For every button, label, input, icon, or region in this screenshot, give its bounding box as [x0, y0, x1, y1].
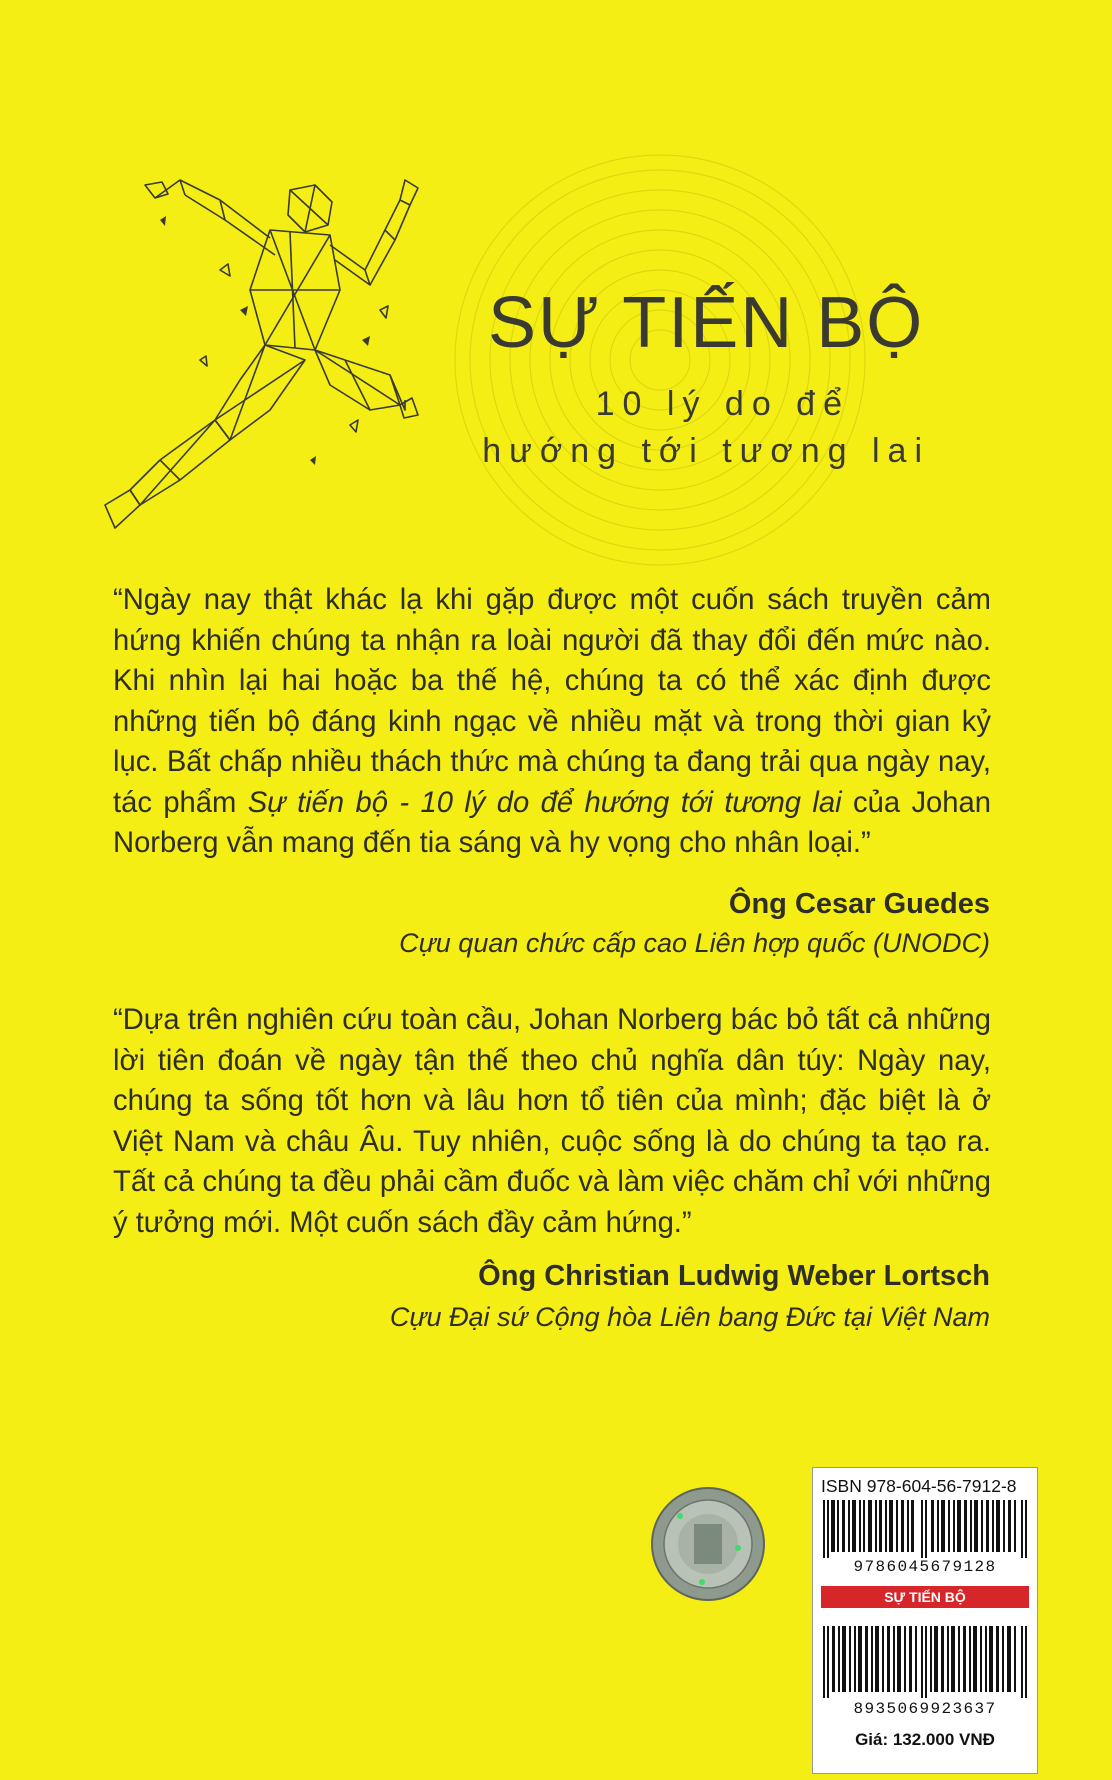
isbn-number: 9786045679128: [853, 1558, 997, 1576]
isbn-barcode: [821, 1500, 1029, 1558]
endorsement-quote-1: [113, 580, 991, 864]
barcode-label: [812, 1467, 1038, 1774]
quote-1-text-before: “Ngày nay thật khác lạ khi gặp được một cuốn sách truyền cảm hứng khiến chúng ta nhận ra loài người đã thay đổi đến mức nào. Khi nhìn lại hai hoặc ba thế hệ, chúng ta có thể xác định được những tiến bộ đáng kinh ngạc về nhiều mặt và trong thời gian kỷ lục. Bất chấp nhiều thách thức mà chúng ta đang trải qua ngày nay, tác phẩm: [113, 584, 991, 819]
book-subtitle-line1: 10 lý do để: [595, 385, 850, 423]
quote-1-author-role: Cựu quan chức cấp cao Liên hợp quốc (UNODC): [399, 928, 990, 958]
ean-number: 8935069923637: [853, 1700, 997, 1718]
price-label: Giá: 132.000 VNĐ: [855, 1730, 995, 1749]
ean-barcode: [821, 1626, 1029, 1698]
quote-2-author-role: Cựu Đại sứ Cộng hòa Liên bang Đức tại Việt Nam: [389, 1302, 990, 1332]
quote-1-author: Ông Cesar Guedes: [728, 888, 990, 920]
quote-2-author: Ông Christian Ludwig Weber Lortsch: [478, 1260, 990, 1292]
quote-1-text-after: của Johan Norberg vẫn mang đến tia sáng và hy vọng cho nhân loại.”: [113, 786, 991, 859]
authenticity-seal: [650, 1486, 766, 1602]
quote-1-book-title: Sự tiến bộ - 10 lý do để hướng tới tương lai: [247, 786, 842, 819]
title-tag: SỰ TIẾN BỘ: [821, 1586, 1029, 1608]
polygon-runner-illustration: [100, 160, 460, 540]
book-title: SỰ TIẾN BỘ: [488, 283, 925, 363]
endorsement-quote-2: “Dựa trên nghiên cứu toàn cầu, Johan Norberg bác bỏ tất cả những lời tiên đoán về ngày tận thế theo chủ nghĩa dân túy: Ngày nay, chúng ta sống tốt hơn và lâu hơn tổ tiên của mình; đặc biệt là ở Việt Nam và châu Âu. Tuy nhiên, cuộc sống là do chúng ta tạo ra. Tất cả chúng ta đều phải cầm đuốc và làm việc chăm chỉ với những ý tưởng mới. Một cuốn sách đầy cảm hứng.”: [113, 1004, 991, 1239]
isbn-label: ISBN 978-604-56-7912-8: [821, 1476, 1017, 1496]
book-subtitle-line2: hướng tới tương lai: [482, 432, 930, 470]
